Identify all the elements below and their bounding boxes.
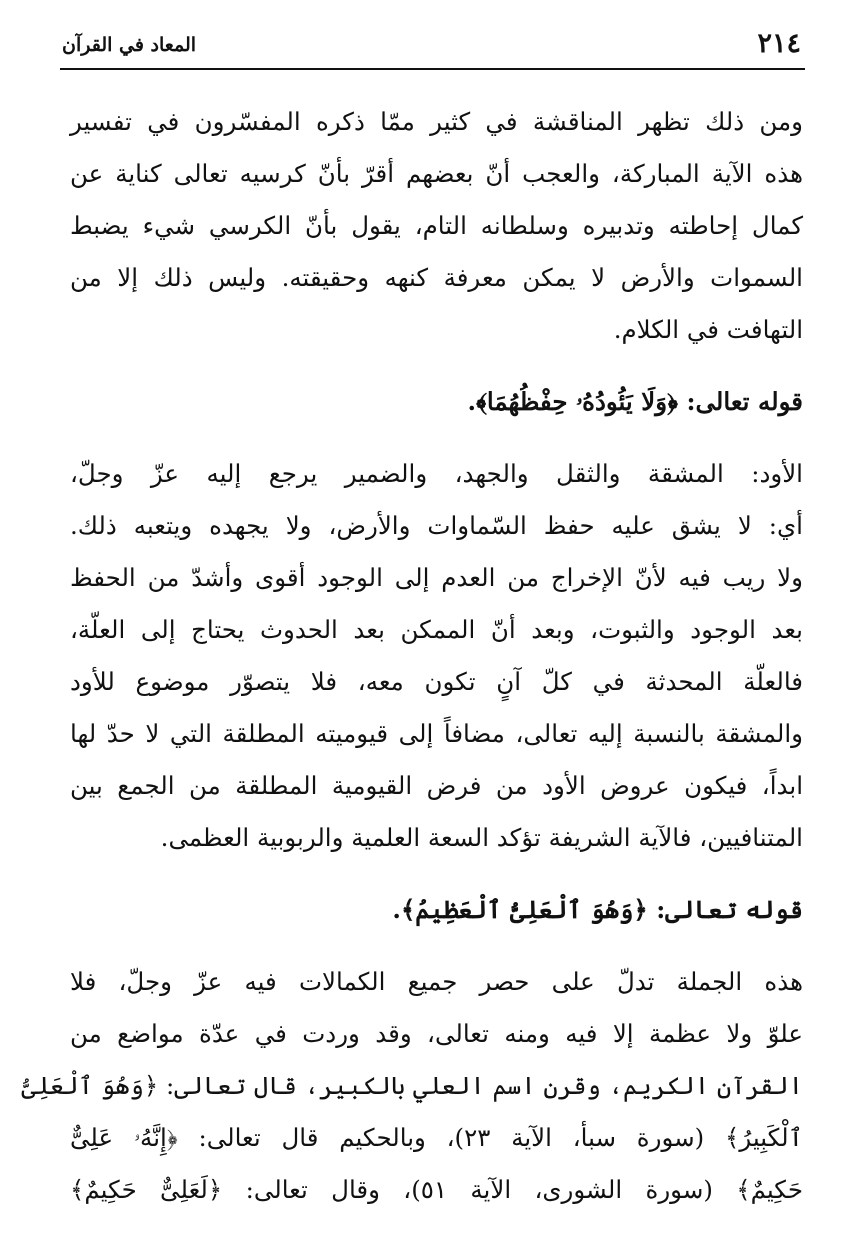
text-line: هذه الجملة تدلّ على حصر جميع الكمالات فيه عزّ وجلّ، فلا bbox=[70, 967, 803, 996]
text-line: ٱلْكَبِيرُ﴾ (سورة سبأ، الآية ٢٣)، وبالحكيم قال تعالى: ﴿إِنَّهُۥ عَلِىٌّ bbox=[70, 1123, 804, 1152]
verse-heading-2 bbox=[70, 884, 803, 936]
page-body bbox=[21, 96, 804, 1216]
text-line: التهافت في الكلام. bbox=[613, 315, 803, 344]
verse-heading-1 bbox=[70, 376, 803, 428]
text-line: والمشقة بالنسبة إليه تعالى، مضافاً إلى قيوميته المطلقة التي لا حدّ لها bbox=[70, 719, 803, 748]
text-line: كمال إحاطته وتدبيره وسلطانه التام، يقول بأنّ الكرسي شيء يضبط bbox=[70, 211, 803, 240]
quran-verse: ﴿وَلَا يَئُودُهُۥ حِفْظُهُمَا﴾ bbox=[476, 387, 678, 416]
text-line: الأود: المشقة والثقل والجهد، والضمير يرجع إليه عزّ وجلّ، bbox=[70, 459, 803, 488]
text-line: أي: لا يشق عليه حفظ السّماوات والأرض، ولا يجهده ويتعبه ذلك. bbox=[70, 511, 803, 540]
running-title: المعاد في القرآن bbox=[62, 34, 197, 56]
text-line: فالعلّة المحدثة في كلّ آنٍ تكون معه، فلا يتصوّر موضوع للأود bbox=[70, 667, 803, 696]
heading-label: قوله تعالى: bbox=[656, 895, 803, 924]
text-line: المتنافيين، فالآية الشريفة تؤكد السعة العلمية والربوبية العظمى. bbox=[160, 823, 803, 852]
text-line: القرآن الكريم، وقرن اسم العلي بالكبير، قال تعالى: ﴿وَهُوَ ٱلْعَلِىُّ bbox=[21, 1071, 803, 1100]
text-line: ومن ذلك تظهر المناقشة في كثير ممّا ذكره المفسّرون في تفسير bbox=[70, 107, 803, 136]
text-line: ابداً، فيكون عروض الأود من فرض القيومية المطلقة من الجمع بين bbox=[70, 771, 803, 800]
text-line: علوّ ولا عظمة إلا فيه ومنه تعالى، وقد وردت في عدّة مواضع من bbox=[70, 1019, 803, 1048]
text-line: بعد الوجود والثبوت، وبعد أنّ الممكن بعد الحدوث يحتاج إلى العلّة، bbox=[70, 615, 803, 644]
text-line: حَكِيمٌ﴾ (سورة الشورى، الآية ٥١)، وقال تعالى: ﴿لَعَلِىٌّ حَكِيمٌ﴾ bbox=[70, 1175, 803, 1204]
page-number: ٢١٤ bbox=[757, 28, 801, 59]
paragraph-1 bbox=[70, 96, 803, 356]
paragraph-3 bbox=[21, 956, 804, 1216]
text-line: السموات والأرض لا يمكن معرفة كنهه وحقيقته. وليس ذلك إلا من bbox=[70, 263, 803, 292]
heading-label: قوله تعالى: bbox=[686, 387, 803, 416]
quran-verse: ﴿وَهُوَ ٱلْعَلِىُّ ٱلْعَظِيمُ﴾ bbox=[400, 895, 648, 924]
page-header bbox=[60, 22, 805, 70]
heading-end: . bbox=[467, 387, 477, 416]
paragraph-2 bbox=[70, 448, 803, 864]
text-line: هذه الآية المباركة، والعجب أنّ بعضهم أقرّ بأنّ كرسيه تعالى كناية عن bbox=[70, 159, 803, 188]
text-line: ولا ريب فيه لأنّ الإخراج من العدم إلى الوجود أقوى وأشدّ من الحفظ bbox=[70, 563, 803, 592]
heading-end: . bbox=[392, 895, 401, 924]
